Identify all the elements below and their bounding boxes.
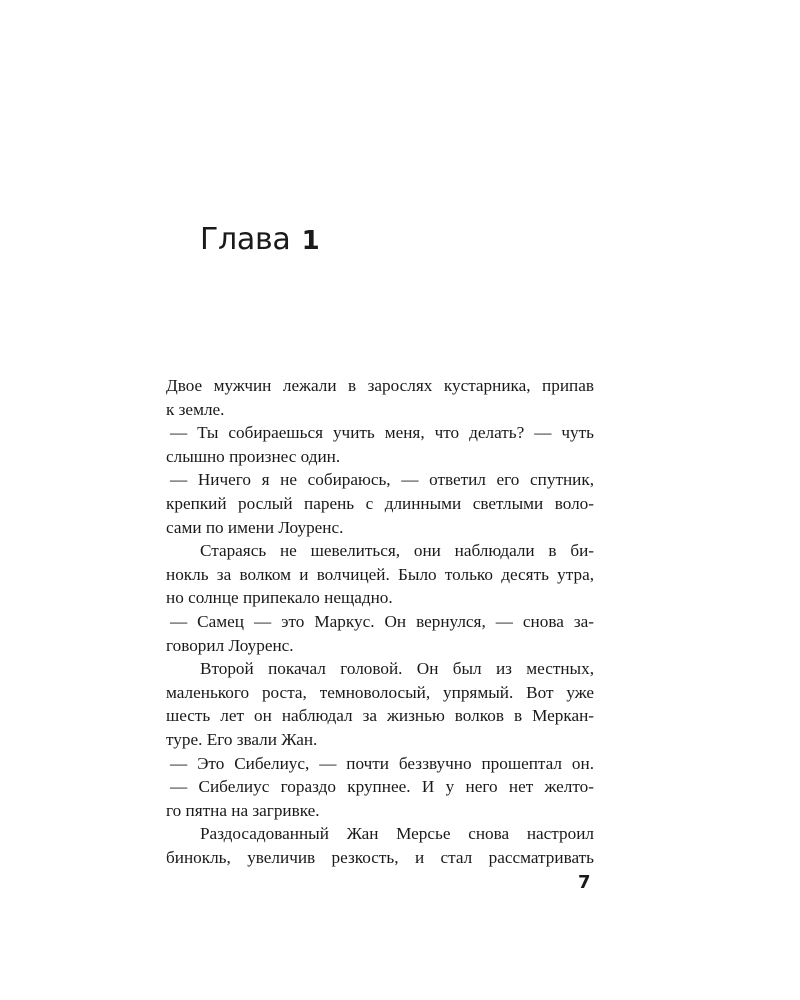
chapter-number: 1 (301, 226, 320, 256)
text-line: — Это Сибелиус, — почти беззвучно прошептал он. (170, 753, 594, 773)
text-line: Двое мужчин лежали в зарослях кустарника, припав (166, 376, 594, 395)
text-line: Раздосадованный Жан Мерсье снова настроил (200, 824, 594, 844)
page-number: 7 (578, 872, 591, 893)
text-line: шесть лет он наблюдал за жизнью волков в Меркан- (166, 706, 594, 726)
text-line: но солнце припекало нещадно. (166, 588, 393, 608)
text-line: го пятна на загривке. (166, 800, 320, 820)
text-line: — Ты собираешься учить меня, что делать? — чуть (170, 423, 594, 443)
text-line: к земле. (166, 399, 225, 419)
body-text (166, 374, 594, 869)
text-line: — Самец — это Маркус. Он вернулся, — снова за- (170, 611, 594, 631)
text-line: говорил Лоуренс. (166, 635, 294, 655)
text-line: слышно произнес один. (166, 446, 341, 466)
text-line: крепкий рослый парень с длинными светлыми воло- (166, 493, 594, 513)
chapter-heading (200, 222, 319, 257)
text-line: туре. Его звали Жан. (166, 729, 318, 749)
text-line: — Ничего я не собираюсь, — ответил его спутник, (170, 470, 594, 490)
chapter-label: Глава (200, 222, 291, 257)
text-line: маленького роста, темноволосый, упрямый. Вот уже (166, 682, 594, 702)
text-line: сами по имени Лоуренс. (166, 517, 344, 537)
text-line: нокль за волком и волчицей. Было только десять утра, (166, 564, 594, 584)
text-line: Второй покачал головой. Он был из местных, (200, 659, 594, 679)
text-line: — Сибелиус гораздо крупнее. И у него нет желто- (170, 777, 594, 797)
text-line: Стараясь не шевелиться, они наблюдали в би- (200, 541, 594, 561)
text-line: бинокль, увеличив резкость, и стал рассматривать (166, 847, 594, 867)
